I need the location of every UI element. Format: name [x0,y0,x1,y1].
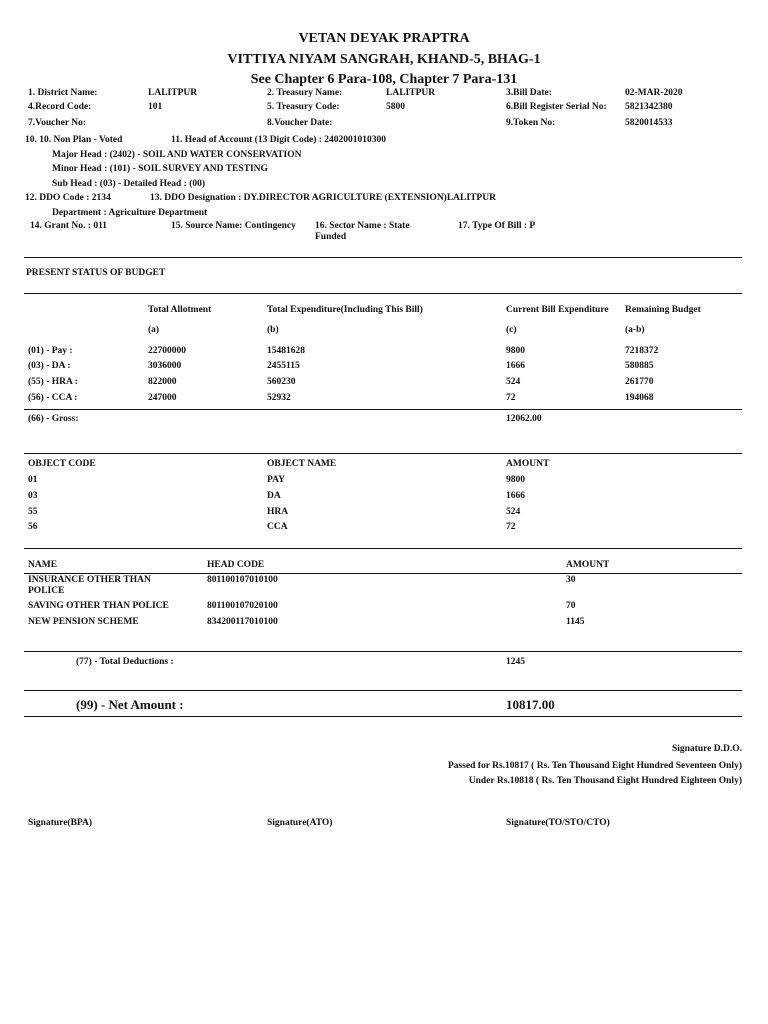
object-amount: 524 [506,507,521,517]
form-title: VETAN DEYAK PRAPTRA [298,31,470,46]
signature-to: Signature(TO/STO/CTO) [506,818,610,828]
divider [24,453,742,454]
major-head: Major Head : (2402) - SOIL AND WATER CONSERVATION [52,150,302,160]
budget-subheader-b: (b) [267,325,279,335]
deduction-amount: 30 [566,575,576,585]
object-name: HRA [267,507,289,517]
record-code-value: 101 [148,102,163,112]
serial-value: 5821342380 [625,102,673,112]
divider [24,293,742,294]
budget-row-ab: 194068 [625,393,654,403]
treasury-code-label: 5. Treasury Code: [267,102,340,112]
sub-head: Sub Head : (03) - Detailed Head : (00) [52,179,206,189]
token-value: 5820014533 [625,118,673,128]
treasury-code-value: 5800 [386,102,405,112]
object-header-code: OBJECT CODE [28,459,96,469]
budget-section-title: PRESENT STATUS OF BUDGET [26,268,166,278]
object-code: 03 [28,491,38,501]
object-name: PAY [267,475,285,485]
deduction-header-code: HEAD CODE [207,560,265,570]
deduction-name: INSURANCE OTHER THAN POLICE [28,575,151,596]
department: Department : Agriculture Department [52,208,208,218]
object-name: DA [267,491,281,501]
ddo-code: 12. DDO Code : 2134 [25,193,111,203]
minor-head: Minor Head : (101) - SOIL SURVEY AND TESTING [52,164,268,174]
deduction-amount: 1145 [566,617,585,627]
budget-subheader-ab: (a-b) [625,325,645,335]
treasury-value: LALITPUR [386,88,436,98]
object-amount: 9800 [506,475,525,485]
deduction-name: SAVING OTHER THAN POLICE [28,601,169,611]
bill-date-value: 02-MAR-2020 [625,88,683,98]
signature-bpa: Signature(BPA) [28,818,93,828]
deduction-code: 834200117010100 [207,617,278,627]
object-amount: 72 [506,522,516,532]
budget-header-current: Current Bill Expenditure [506,305,609,315]
budget-row-c: 1666 [506,361,525,371]
net-amount-label: (99) - Net Amount : [76,697,184,712]
object-name: CCA [267,522,288,532]
budget-row-label: (01) - Pay : [28,346,73,356]
ddo-designation: 13. DDO Designation : DY.DIRECTOR AGRICULTURE (EXTENSION)LALITPUR [150,193,496,203]
budget-row-b: 560230 [267,377,296,387]
budget-row-a: 22700000 [148,346,186,356]
form-subtitle: VITTIYA NIYAM SANGRAH, KHAND-5, BHAG-1 [227,52,541,67]
record-code-label: 4.Record Code: [28,102,92,112]
budget-row-label: (03) - DA : [28,361,71,371]
passed-amount: Passed for Rs.10817 ( Rs. Ten Thousand Eight Hundred Seventeen Only) [447,761,742,771]
budget-row-a: 3036000 [148,361,182,371]
budget-row-a: 822000 [148,377,177,387]
divider [24,548,742,549]
form-reference: See Chapter 6 Para-108, Chapter 7 Para-131 [250,72,518,87]
voucher-date-label: 8.Voucher Date: [267,118,333,128]
object-code: 01 [28,475,38,485]
budget-row-b: 2455115 [267,361,300,371]
district-label: 1. District Name: [28,88,98,98]
deduction-header-name: NAME [28,560,58,570]
bill-date-label: 3.Bill Date: [506,88,552,98]
budget-header-allotment: Total Allotment [148,305,212,315]
non-plan: 10. 10. Non Plan - Voted [25,135,123,145]
deduction-code: 801100107010100 [207,575,278,585]
budget-row-ab: 580885 [625,361,654,371]
gross-label: (66) - Gross: [28,414,79,424]
divider [24,257,742,258]
budget-row-ab: 261770 [625,377,654,387]
under-amount: Under Rs.10818 ( Rs. Ten Thousand Eight Hundred Eighteen Only) [468,776,742,786]
object-header-name: OBJECT NAME [267,459,337,469]
budget-row-b: 15481628 [267,346,305,356]
source-name: 15. Source Name: Contingency [171,221,296,231]
budget-row-c: 72 [506,393,516,403]
signature-ato: Signature(ATO) [267,818,333,828]
deduction-code: 801100107020100 [207,601,278,611]
budget-row-c: 9800 [506,346,525,356]
total-deductions-value: 1245 [506,657,525,667]
budget-row-c: 524 [506,377,521,387]
object-amount: 1666 [506,491,525,501]
divider [24,716,742,717]
token-label: 9.Token No: [506,118,556,128]
budget-row-label: (56) - CCA : [28,393,78,403]
head-of-account: 11. Head of Account (13 Digit Code) : 2402001010300 [171,135,387,145]
budget-row-b: 52932 [267,393,291,403]
divider [24,651,742,652]
signature-ddo: Signature D.D.O. [671,744,742,754]
budget-subheader-a: (a) [148,325,160,335]
budget-row-a: 247000 [148,393,177,403]
voucher-no-label: 7.Voucher No: [28,118,87,128]
deduction-name: NEW PENSION SCHEME [28,617,139,627]
budget-row-label: (55) - HRA : [28,377,78,387]
grant-no: 14. Grant No. : 011 [30,221,108,231]
divider [24,409,742,410]
treasury-label: 2. Treasury Name: [267,88,343,98]
budget-header-remaining: Remaining Budget [625,305,701,315]
budget-row-ab: 7218372 [625,346,659,356]
district-value: LALITPUR [148,88,198,98]
object-code: 55 [28,507,38,517]
total-deductions-label: (77) - Total Deductions : [76,657,174,667]
deduction-header-amount: AMOUNT [566,560,610,570]
divider [24,690,742,691]
sector-name: 16. Sector Name : State Funded [315,221,410,242]
bill-type: 17. Type Of Bill : P [458,221,536,231]
deduction-amount: 70 [566,601,576,611]
budget-subheader-c: (c) [506,325,517,335]
serial-label: 6.Bill Register Serial No: [506,102,607,112]
object-header-amount: AMOUNT [506,459,550,469]
budget-header-expenditure: Total Expenditure(Including This Bill) [267,305,423,315]
divider [24,573,742,574]
net-amount-value: 10817.00 [506,697,555,712]
gross-value: 12062.00 [506,414,542,424]
object-code: 56 [28,522,38,532]
